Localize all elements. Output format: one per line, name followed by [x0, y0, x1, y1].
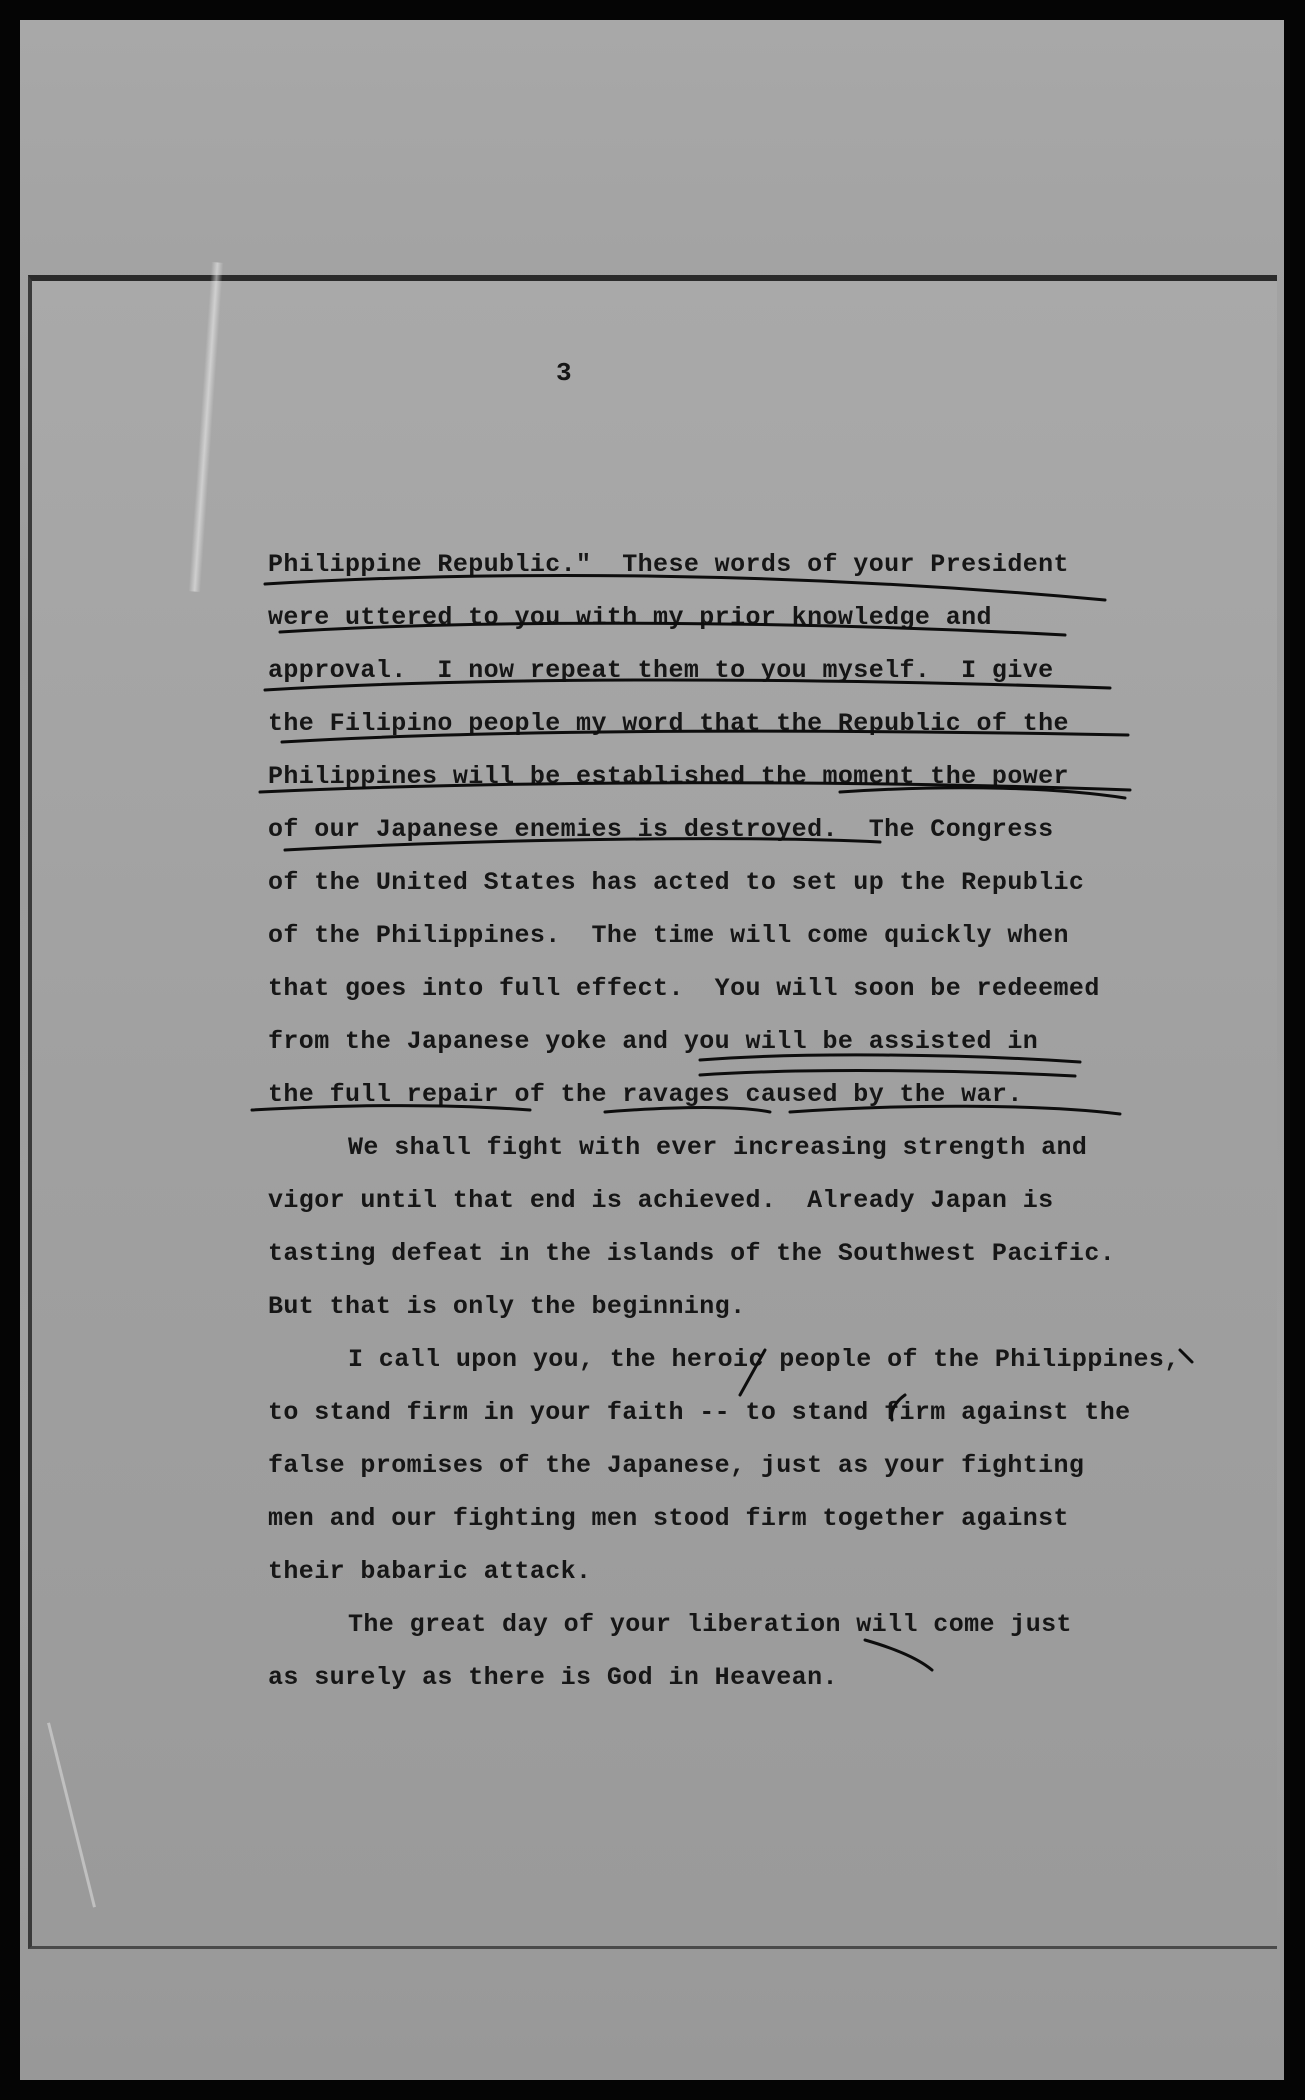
text-line: tasting defeat in the islands of the Southwest Pacific.	[268, 1239, 1116, 1268]
text-line: that goes into full effect. You will soon be redeemed	[268, 974, 1100, 1003]
text-line: from the Japanese yoke and you will be assisted in	[268, 1027, 1039, 1056]
text-line: Philippines will be established the moment the power	[268, 762, 1069, 791]
text-line: the full repair of the ravages caused by the war.	[268, 1080, 1023, 1109]
text-line: of our Japanese enemies is destroyed. The Congress	[268, 815, 1054, 844]
text-line: approval. I now repeat them to you myself. I give	[268, 656, 1054, 685]
text-line: the Filipino people my word that the Republic of the	[268, 709, 1069, 738]
page-number: 3	[556, 358, 572, 388]
text-line: men and our fighting men stood firm together against	[268, 1504, 1069, 1533]
text-line: their babaric attack.	[268, 1557, 592, 1586]
text-line: as surely as there is God in Heavean.	[268, 1663, 838, 1692]
text-line: But that is only the beginning.	[268, 1292, 746, 1321]
text-line: I call upon you, the heroic people of the Philippines,	[348, 1345, 1180, 1374]
text-line: vigor until that end is achieved. Already Japan is	[268, 1186, 1054, 1215]
text-line: to stand firm in your faith -- to stand firm against the	[268, 1398, 1131, 1427]
text-line: Philippine Republic." These words of your President	[268, 550, 1069, 579]
text-line: The great day of your liberation will come just	[348, 1610, 1072, 1639]
text-line: We shall fight with ever increasing strength and	[348, 1133, 1088, 1162]
typed-body-text	[268, 538, 1208, 1704]
text-line: of the Philippines. The time will come quickly when	[268, 921, 1069, 950]
text-line: of the United States has acted to set up the Republic	[268, 868, 1085, 897]
text-line: false promises of the Japanese, just as your fighting	[268, 1451, 1085, 1480]
text-line: were uttered to you with my prior knowledge and	[268, 603, 992, 632]
